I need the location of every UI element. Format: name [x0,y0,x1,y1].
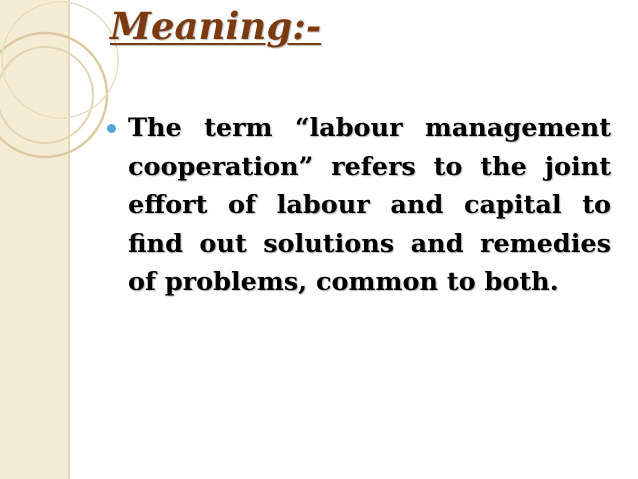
slide-title: Meaning:- [110,4,322,48]
bullet-icon [107,124,116,133]
bullet-text: The term “labour management cooperation” refers to the joint effort of labour and capital to find out solutions and remedies of problems, common to both. [128,113,611,297]
